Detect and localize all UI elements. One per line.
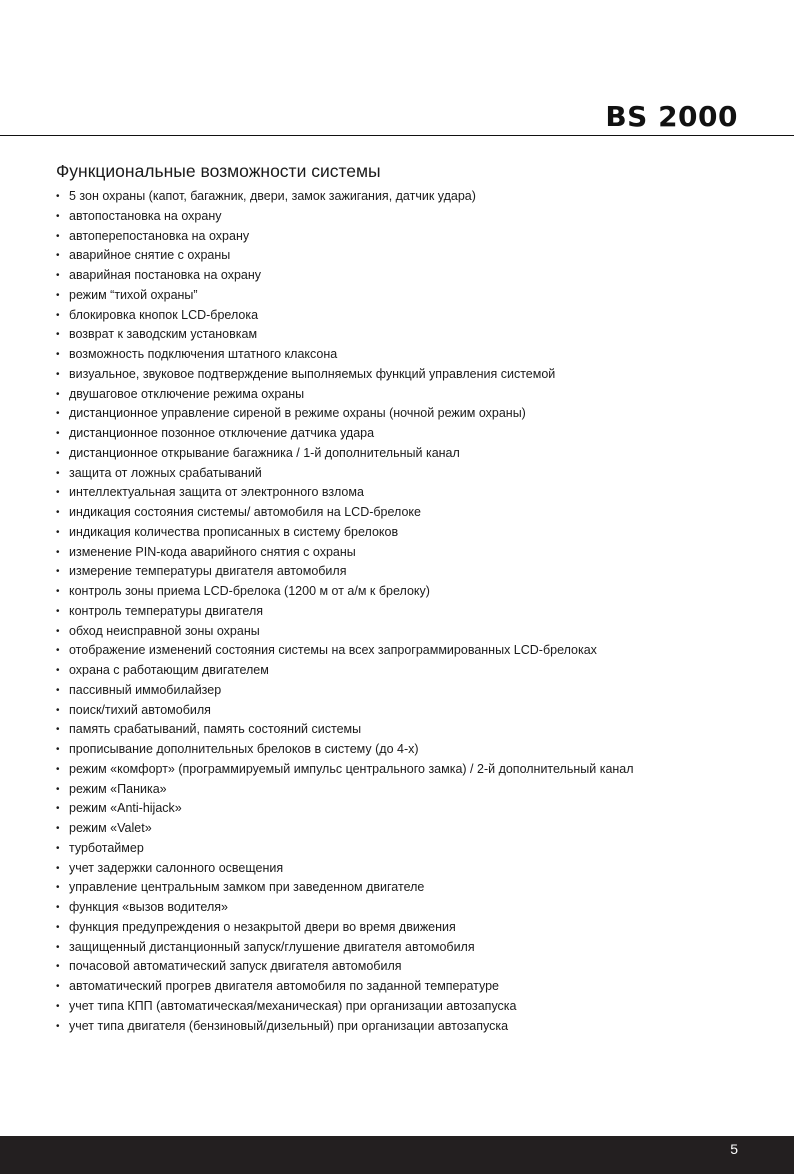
feature-text: 5 зон охраны (капот, багажник, двери, замок зажигания, датчик удара) [69,189,476,203]
page-number: 5 [730,1141,738,1157]
feature-item [56,523,756,543]
bullet-icon: • [56,902,60,913]
feature-item [56,799,756,819]
feature-text: автоперепостановка на охрану [69,228,250,243]
bullet-icon: • [56,507,60,518]
feature-text: визуальное, звуковое подтверждение выполняемых функций управления системой [69,366,556,381]
bullet-icon: • [56,842,60,854]
feature-text: отображение изменений состояния системы на всех запрограммированных LCD-брелоках [69,643,597,658]
feature-text: дистанционное позонное отключение датчика удара [69,426,375,440]
bullet-icon: • [56,724,60,736]
feature-text: автопостановка на охрану [69,208,222,223]
feature-item [56,345,756,365]
bullet-icon: • [56,803,60,815]
header-divider [0,135,794,136]
bullet-icon: • [56,566,60,578]
bullet-icon: • [56,744,60,755]
bullet-icon: • [56,645,60,657]
feature-item [56,365,756,385]
feature-text: интеллектуальная защита от электронного взлома [69,485,364,500]
bullet-icon: • [56,981,60,992]
feature-item [56,464,756,484]
bullet-icon: • [56,684,60,696]
feature-text: аварийная постановка на охрану [69,268,262,282]
feature-text: измерение температуры двигателя автомобиля [69,564,347,579]
feature-text: учет типа КПП (автоматическая/механическая) при организации автозапуска [69,998,517,1013]
feature-item [56,246,756,266]
feature-item [56,562,756,582]
bullet-icon: • [56,605,60,617]
feature-text: дистанционное управление сиреной в режиме охраны (ночной режим охраны) [69,406,526,421]
bullet-icon: • [56,526,60,538]
feature-text: поиск/тихий автомобиля [69,702,211,717]
feature-text: учет типа двигателя (бензиновый/дизельный) при организации автозапуска [69,1018,509,1033]
feature-text: учет задержки салонного освещения [69,860,284,875]
bullet-icon: • [56,546,60,558]
feature-text: двушаговое отключение режима охраны [69,386,305,401]
feature-item [56,641,756,661]
feature-text: турботаймер [69,840,144,855]
feature-text: режим «комфорт» (программируемый импульс центрального замка) / 2-й дополнительный канал [69,761,634,776]
bullet-icon: • [56,349,60,360]
feature-item [56,819,756,839]
feature-text: пассивный иммобилайзер [69,682,222,697]
feature-item [56,187,756,207]
bullet-icon: • [56,230,60,242]
feature-item [56,483,756,503]
bullet-icon: • [56,270,60,281]
feature-item [56,938,756,958]
feature-item [56,740,756,760]
feature-item [56,444,756,464]
feature-item [56,839,756,859]
feature-text: функция предупреждения о незакрытой двери во время движения [69,919,456,934]
bullet-icon: • [56,1020,60,1032]
feature-text: блокировка кнопок LCD-брелока [69,307,259,322]
bullet-icon: • [56,250,60,262]
feature-item [56,207,756,227]
feature-text: контроль температуры двигателя [69,603,264,618]
bullet-icon: • [56,1000,60,1012]
bullet-icon: • [56,941,60,953]
bullet-icon: • [56,309,60,321]
feature-text: управление центральным замком при заведенном двигателе [69,880,425,895]
feature-text: режим «Anti-hijack» [69,801,182,816]
bullet-icon: • [56,428,60,439]
feature-text: память срабатываний, память состояний системы [69,722,362,737]
feature-text: индикация состояния системы/ автомобиля на LCD-брелоке [69,505,421,519]
feature-text: дистанционное открывание багажника / 1-й дополнительный канал [69,445,460,460]
bullet-icon: • [56,625,60,637]
feature-text: почасовой автоматический запуск двигателя автомобиля [69,959,402,974]
feature-item [56,582,756,602]
feature-text: возможность подключения штатного клаксона [69,347,338,361]
feature-item [56,286,756,306]
feature-item [56,385,756,405]
feature-item [56,622,756,642]
bullet-icon: • [56,447,60,459]
feature-text: функция «вызов водителя» [69,900,228,914]
feature-item [56,997,756,1017]
feature-item [56,306,756,326]
feature-item [56,503,756,523]
feature-text: режим «Valet» [69,821,152,835]
bullet-icon: • [56,921,60,933]
bullet-icon: • [56,586,60,597]
feature-item [56,977,756,997]
bullet-icon: • [56,289,60,301]
feature-text: защита от ложных срабатываний [69,465,262,480]
bullet-icon: • [56,823,60,834]
bullet-icon: • [56,763,60,775]
feature-item [56,325,756,345]
section-title: Функциональные возможности системы [56,161,381,181]
feature-text: аварийное снятие с охраны [69,248,231,263]
bullet-icon: • [56,329,60,341]
feature-text: режим «Паника» [69,781,167,796]
feature-text: индикация количества прописанных в систему брелоков [69,524,399,539]
feature-item [56,543,756,563]
feature-item [56,661,756,681]
feature-item [56,859,756,879]
bullet-icon: • [56,487,60,499]
feature-text: контроль зоны приема LCD-брелока (1200 м от а/м к брелоку) [69,584,430,598]
feature-item [56,681,756,701]
feature-text: возврат к заводским установкам [69,327,258,342]
feature-list [56,187,756,1036]
feature-item [56,878,756,898]
footer-bar [0,1136,794,1174]
feature-item [56,898,756,918]
bullet-icon: • [56,388,60,400]
feature-item [56,266,756,286]
feature-item [56,602,756,622]
feature-item [56,701,756,721]
feature-text: изменение PIN-кода аварийного снятия с охраны [69,544,356,559]
bullet-icon: • [56,783,60,795]
bullet-icon: • [56,862,60,874]
brand-title: BS 2000 [605,100,738,133]
feature-item [56,1017,756,1037]
bullet-icon: • [56,408,60,420]
feature-item [56,720,756,740]
bullet-icon: • [56,210,60,222]
feature-item [56,780,756,800]
feature-item [56,760,756,780]
feature-item [56,918,756,938]
feature-item [56,227,756,247]
feature-item [56,424,756,444]
bullet-icon: • [56,961,60,973]
bullet-icon: • [56,882,60,894]
bullet-icon: • [56,467,60,479]
feature-text: автоматический прогрев двигателя автомобиля по заданной температуре [69,979,500,993]
bullet-icon: • [56,704,60,716]
feature-text: режим “тихой охраны” [69,287,198,302]
feature-text: прописывание дополнительных брелоков в систему (до 4-х) [69,742,419,756]
bullet-icon: • [56,665,60,676]
feature-text: охрана с работающим двигателем [69,663,269,677]
feature-item [56,957,756,977]
feature-text: обход неисправной зоны охраны [69,623,260,638]
bullet-icon: • [56,368,60,380]
bullet-icon: • [56,191,60,202]
feature-text: защищенный дистанционный запуск/глушение двигателя автомобиля [69,939,475,954]
feature-item [56,404,756,424]
